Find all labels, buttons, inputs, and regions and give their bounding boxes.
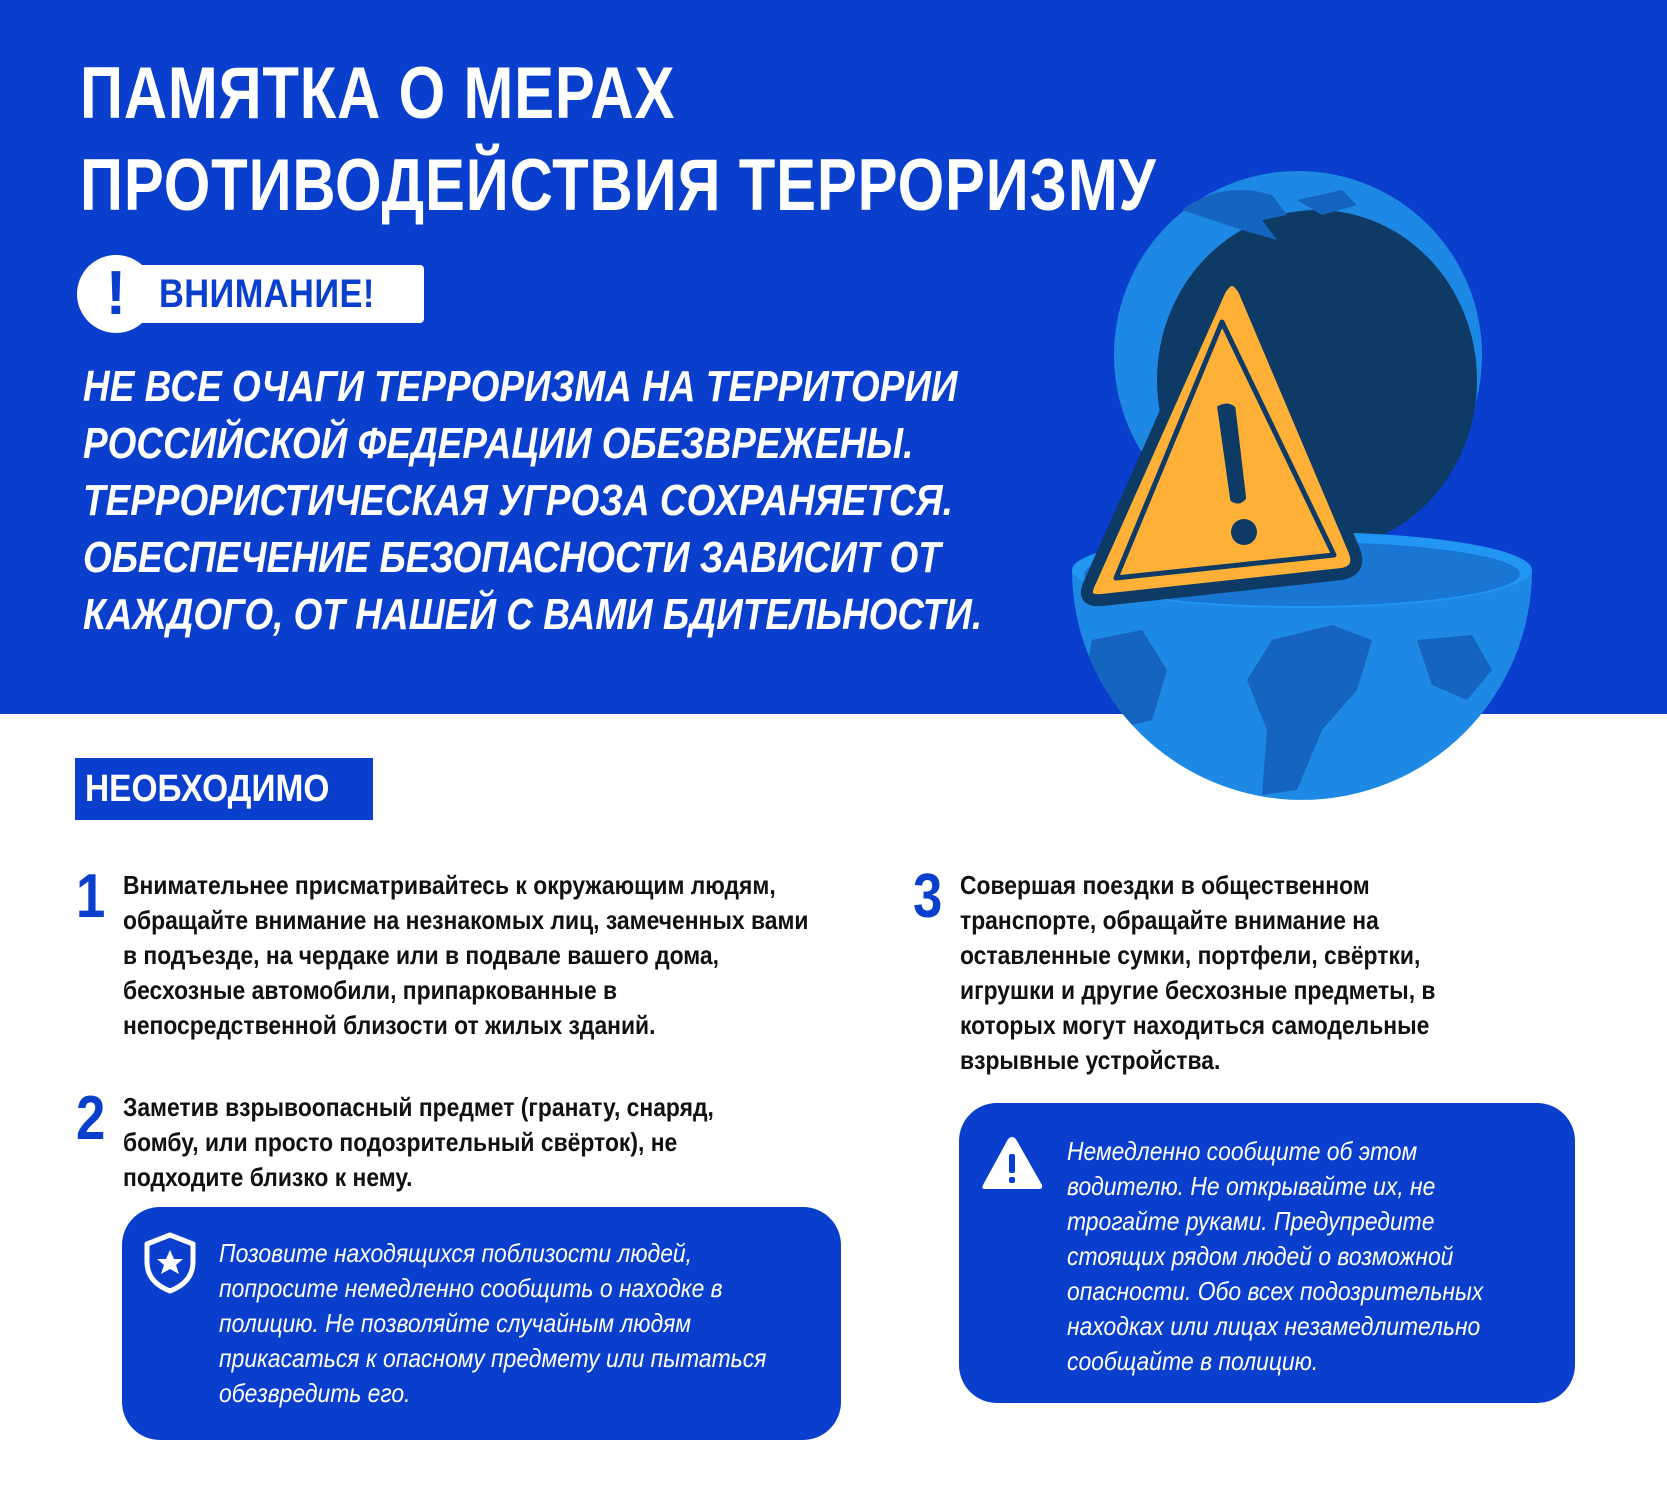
step-number: 1 (76, 862, 106, 931)
attention-label: ВНИМАНИЕ! (159, 271, 375, 316)
section-label-text: НЕОБХОДИМО (85, 767, 330, 810)
globe-warning-illustration (1072, 170, 1532, 850)
police-shield-icon (143, 1232, 197, 1294)
section-label (75, 758, 373, 820)
attention-badge (83, 259, 424, 328)
info-box-text: Немедленно сообщите об этом водителю. Не открывайте их, не трогайте руками. Предупредите стоящих рядом людей о возможной опасности. Обо всех подозрительных находках или лицах незамедлительно сообщайте в полицию. (1067, 1136, 1484, 1376)
page-title: ПАМЯТКА О МЕРАХ ПРОТИВОДЕЙСТВИЯ ТЕРРОРИЗМУ (80, 53, 1157, 226)
step-text: Совершая поездки в общественном транспорте, обращайте внимание на оставленные сумки, портфели, свёртки, игрушки и другие бесхозные предметы, в которых могут находиться самодельные взрывные устройства. (960, 870, 1436, 1075)
info-box-text: Позовите находящихся поблизости людей, попросите немедленно сообщить о находке в полицию. Не позволяйте случайным людям прикасаться к опасному предмету или пытаться обезвредить его. (219, 1238, 767, 1408)
warning-text: НЕ ВСЕ ОЧАГИ ТЕРРОРИЗМА НА ТЕРРИТОРИИ РОССИЙСКОЙ ФЕДЕРАЦИИ ОБЕЗВРЕЖЕНЫ. ТЕРРОРИСТИЧЕСКАЯ УГРОЗА СОХРАНЯЕТСЯ. ОБЕСПЕЧЕНИЕ БЕЗОПАСНОСТИ ЗАВИСИТ ОТ КАЖДОГО, ОТ НАШЕЙ С ВАМИ БДИТЕЛЬНОСТИ. (83, 362, 983, 639)
step-number: 3 (913, 862, 943, 931)
step-text: Заметив взрывоопасный предмет (гранату, снаряд, бомбу, или просто подозрительный свёрток), не подходите близко к нему. (123, 1092, 714, 1192)
step-number: 2 (76, 1084, 106, 1153)
step-text: Внимательнее присматривайтесь к окружающим людям, обращайте внимание на незнакомых лиц, замеченных вами в подъезде, на чердаке или в подвале вашего дома, бесхозные автомобили, припаркованные в непосредственной близости от жилых зданий. (123, 870, 809, 1040)
globe-bottom (1072, 570, 1532, 850)
exclamation-icon: ! (77, 255, 155, 333)
warning-triangle-icon (979, 1134, 1045, 1192)
